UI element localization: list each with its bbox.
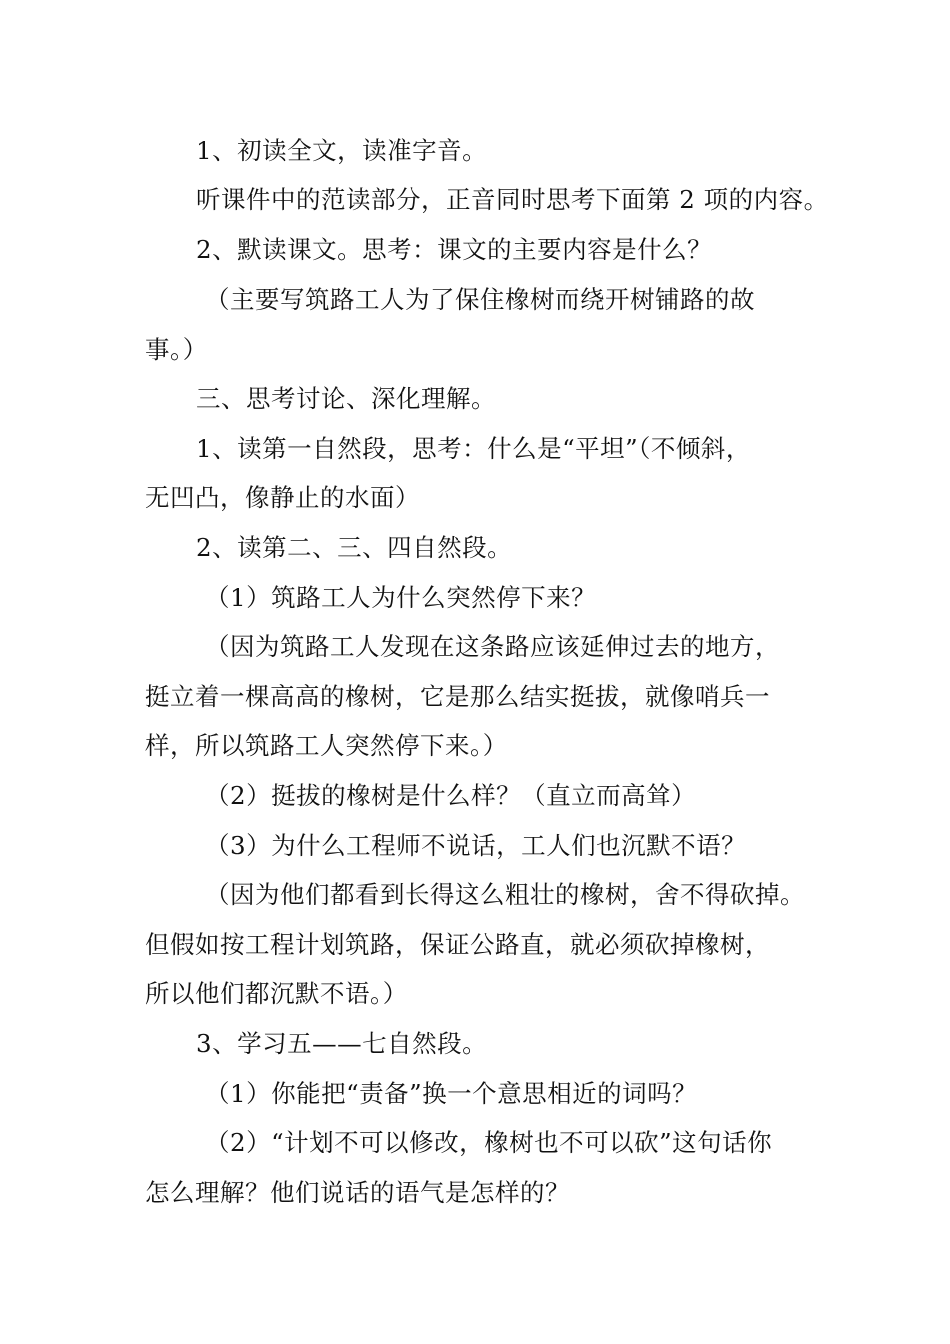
text-line: 但假如按工程计划筑路，保证公路直，就必须砍掉橡树， xyxy=(145,930,770,959)
text-line: 2、读第二、三、四自然段。 xyxy=(196,533,513,562)
text-line: （1）你能把“责备”换一个意思相近的词吗？ xyxy=(205,1079,698,1108)
text-line: 3、学习五——七自然段。 xyxy=(196,1029,488,1058)
text-line: 所以他们都沉默不语。） xyxy=(145,979,408,1008)
text-line: （主要写筑路工人为了保住橡树而绕开树铺路的故 xyxy=(205,285,755,314)
text-line: 1、读第一自然段，思考：什么是“平坦”（不倾斜， xyxy=(196,434,751,463)
text-line: （1）筑路工人为什么突然停下来？ xyxy=(205,583,597,612)
text-line: （2）“计划不可以修改，橡树也不可以砍”这句话你 xyxy=(205,1128,773,1157)
text-line: 1、初读全文，读准字音。 xyxy=(196,136,488,165)
text-line: 2、默读课文。思考：课文的主要内容是什么？ xyxy=(196,235,713,264)
text-line: 挺立着一棵高高的橡树，它是那么结实挺拔，就像哨兵一 xyxy=(145,682,770,711)
text-line: 无凹凸，像静止的水面） xyxy=(145,483,420,512)
text-line: 听课件中的范读部分，正音同时思考下面第 2 项的内容。 xyxy=(196,185,829,214)
text-line: （2）挺拔的橡树是什么样？（直立而高耸） xyxy=(205,781,697,810)
text-line: 三、思考讨论、深化理解。 xyxy=(196,384,496,413)
text-line: （因为他们都看到长得这么粗壮的橡树，舍不得砍掉。 xyxy=(205,880,805,909)
text-line: 怎么理解？他们说话的语气是怎样的？ xyxy=(145,1178,570,1207)
text-line: （3）为什么工程师不说话，工人们也沉默不语？ xyxy=(205,831,747,860)
text-line: 事。） xyxy=(145,335,208,364)
text-line: （因为筑路工人发现在这条路应该延伸过去的地方， xyxy=(205,632,780,661)
text-line: 样，所以筑路工人突然停下来。） xyxy=(145,731,508,760)
